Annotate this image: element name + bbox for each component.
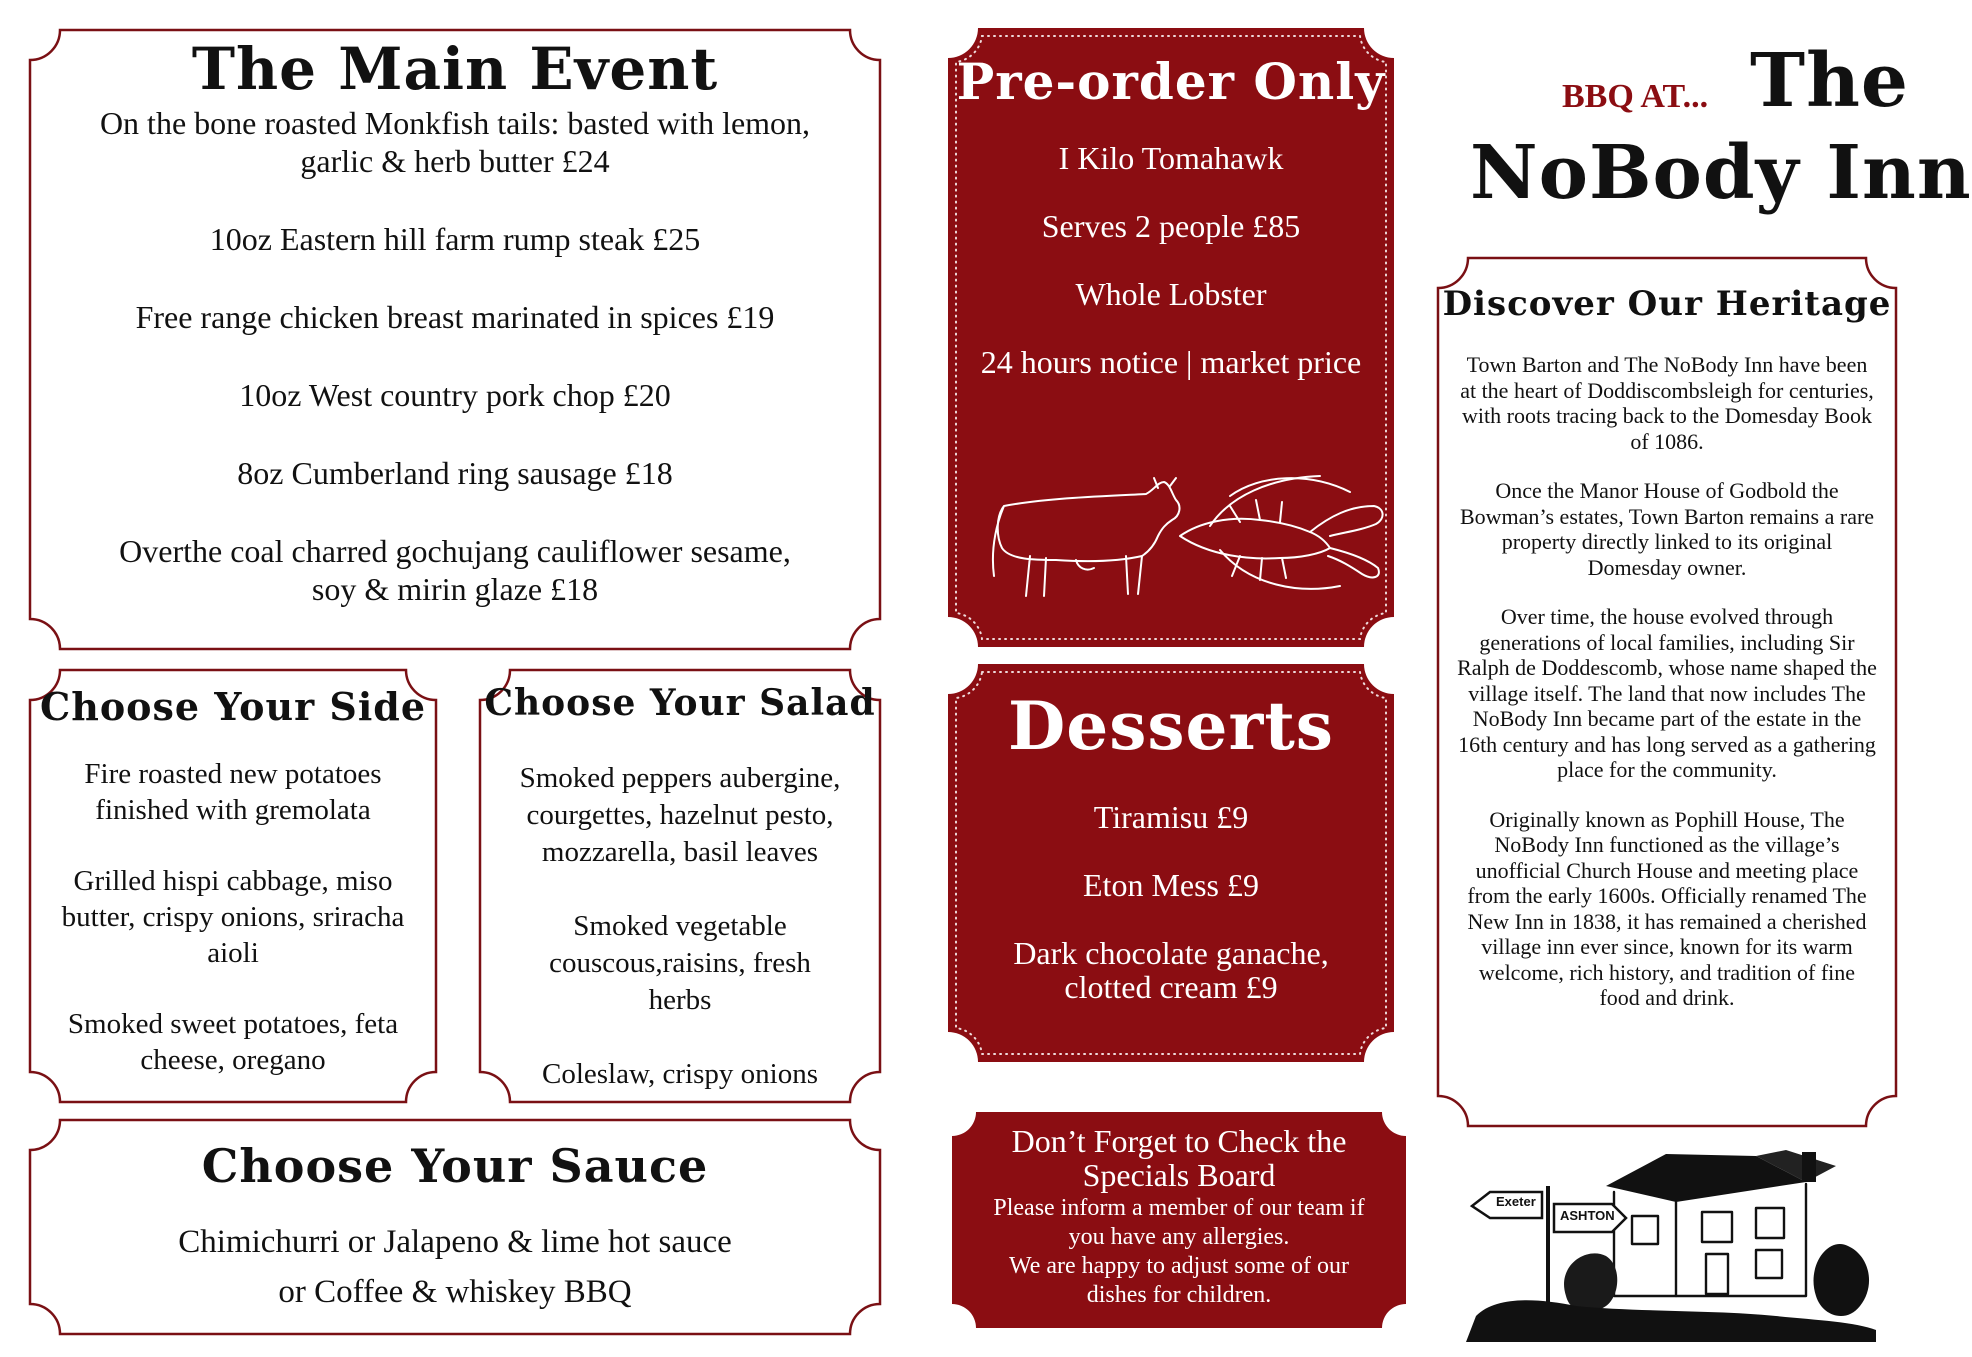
main-item: 10oz West country pork chop £20: [239, 377, 671, 413]
preorder-item: Serves 2 people £85: [1041, 208, 1301, 244]
heritage-title: Discover Our Heritage: [1442, 284, 1892, 324]
main-item: On the bone roasted Monkfish tails: basted with lemon, garlic & herb butter £24: [99, 105, 811, 179]
main-event-panel: [28, 28, 882, 651]
heritage-paragraph: Over time, the house evolved through generations of local families, including Sir Ralph de Doddescomb, whose name shaped the village itself. The land that now includes The NoBody Inn became part of the estate in the 16th century and has long served as a gathering place for the community.: [1457, 604, 1877, 782]
lobster-illustration: [1170, 466, 1390, 606]
sides-items: [28, 756, 438, 1078]
sauce-line: or Coffee & whiskey BBQ: [278, 1274, 632, 1310]
heritage-paragraph: Town Barton and The NoBody Inn have been at the heart of Doddiscombsleigh for centuries, with roots tracing back to the Domesday Book of 1086.: [1460, 352, 1874, 454]
heritage-paragraph: Once the Manor House of Godbold the Bowman’s estates, Town Barton remains a rare property directly linked to its original Domesday owner.: [1459, 478, 1875, 580]
main-item: Free range chicken breast marinated in spices £19: [135, 299, 775, 335]
preorder-items: [948, 140, 1394, 380]
brand-header: [1440, 30, 1972, 230]
sauce-title: Choose Your Sauce: [201, 1139, 709, 1193]
brand-prefix: BBQ AT...: [1562, 78, 1709, 115]
side-item: Smoked sweet potatoes, feta cheese, oregano: [67, 1008, 399, 1076]
allergy-notice: Please inform a member of our team if you have any allergies.: [993, 1195, 1365, 1250]
salads-title: Choose Your Salad: [484, 682, 876, 724]
sign-exeter: Exeter: [1496, 1194, 1536, 1209]
desserts-title: Desserts: [1008, 687, 1334, 765]
salad-item: Coleslaw, crispy onions: [541, 1058, 818, 1090]
inn-drawing: [1456, 1146, 1876, 1342]
brand-name: NoBody Inn: [1470, 130, 1972, 216]
preorder-panel: [948, 28, 1394, 647]
preorder-item: I Kilo Tomahawk: [1058, 140, 1284, 176]
desserts-panel: [948, 664, 1394, 1062]
salads-items: [478, 760, 882, 1093]
cow-illustration: [986, 476, 1186, 606]
inn-illustration: [1456, 1146, 1876, 1342]
sauce-panel: [28, 1118, 882, 1336]
main-item: Overthe coal charred gochujang cauliflower sesame, soy & mirin glaze £18: [119, 533, 791, 607]
sign-ashton: ASHTON: [1560, 1208, 1615, 1223]
main-item: 10oz Eastern hill farm rump steak £25: [209, 221, 701, 257]
heritage-panel: [1436, 256, 1898, 1128]
main-event-items: [28, 104, 882, 608]
brand-the: The: [1750, 38, 1909, 124]
heritage-paragraph: Originally known as Pophill House, The NoBody Inn functioned as the village’s unofficial Church House and meeting place from the early 1600s. Officially renamed The New Inn in 1838, it has remained a cherished village inn ever since, known for its warm welcome, rich history, and tradition of fine food and drink.: [1467, 806, 1867, 1010]
dessert-item: Eton Mess £9: [1083, 867, 1259, 903]
children-notice: We are happy to adjust some of our dishes for children.: [1009, 1253, 1349, 1308]
desserts-items: [948, 800, 1394, 1004]
main-event-title: The Main Event: [191, 35, 719, 103]
dessert-item: Dark chocolate ganache, clotted cream £9: [1013, 935, 1329, 1005]
dessert-item: Tiramisu £9: [1093, 799, 1249, 835]
sides-title: Choose Your Side: [39, 684, 427, 729]
preorder-item: Whole Lobster: [1075, 276, 1267, 312]
salad-item: Smoked peppers aubergine, courgettes, hazelnut pesto, mozzarella, basil leaves: [519, 762, 841, 868]
heritage-text: [1436, 352, 1898, 1011]
salad-item: Smoked vegetable couscous,raisins, fresh herbs: [549, 910, 811, 1016]
side-item: Fire roasted new potatoes finished with gremolata: [84, 758, 382, 826]
main-item: 8oz Cumberland ring sausage £18: [237, 455, 673, 491]
salads-panel: [478, 668, 882, 1104]
sauce-line: Chimichurri or Jalapeno & lime hot sauce: [178, 1224, 732, 1260]
preorder-item: 24 hours notice | market price: [980, 344, 1362, 380]
specials-title: Don’t Forget to Check the Specials Board: [1011, 1123, 1347, 1193]
preorder-title: Pre-order Only: [956, 52, 1386, 111]
sides-panel: [28, 668, 438, 1104]
side-item: Grilled hispi cabbage, miso butter, crispy onions, sriracha aioli: [61, 865, 405, 969]
specials-notice-panel: [952, 1112, 1406, 1328]
